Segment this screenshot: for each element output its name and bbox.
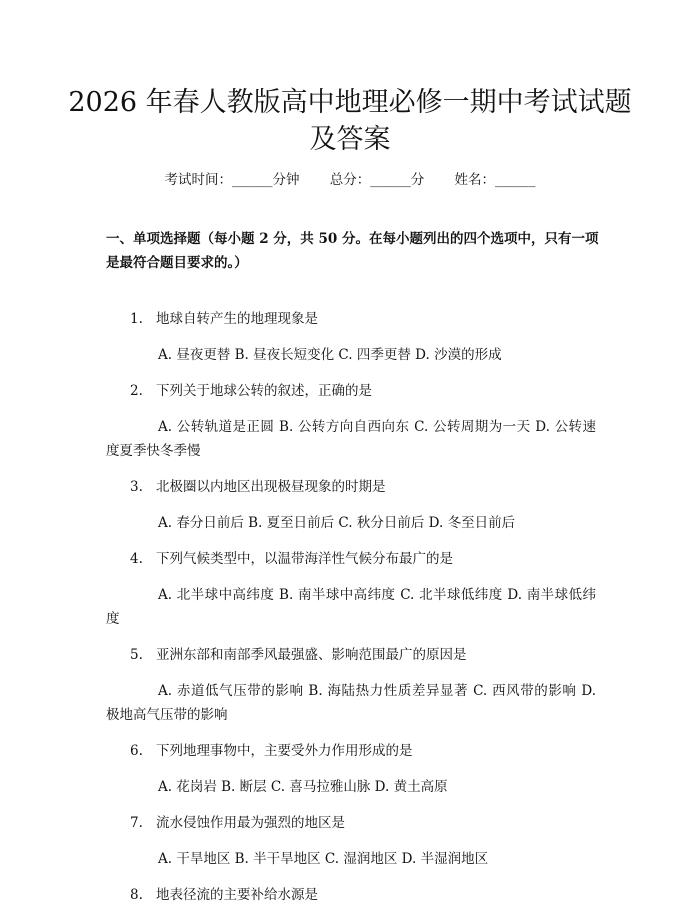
question-number: 1.	[130, 311, 143, 327]
question-options: A. 北半球中高纬度 B. 南半球中高纬度 C. 北半球低纬度 D. 南半球低纬度	[106, 587, 596, 627]
exam-name: 姓名：______	[454, 172, 536, 188]
question-number: 7.	[130, 815, 143, 831]
question-stem: 亚洲东部和南部季风最强盛、影响范围最广的原因是	[156, 647, 467, 663]
question-8	[106, 883, 596, 907]
question-stem: 流水侵蚀作用最为强烈的地区是	[156, 815, 345, 831]
question-3	[106, 475, 596, 499]
question-6	[106, 739, 596, 763]
question-number: 2.	[130, 383, 143, 399]
question-stem: 北极圈以内地区出现极昼现象的时期是	[156, 479, 386, 495]
section-heading: 一、单项选择题（每小题 2 分，共 50 分。在每小题列出的四个选项中，只有一项是最符合题目要求的。）	[106, 231, 599, 271]
question-stem: 下列关于地球公转的叙述，正确的是	[156, 383, 372, 399]
question-stem: 地表径流的主要补给水源是	[156, 887, 318, 903]
question-2	[106, 379, 596, 403]
question-number: 5.	[130, 647, 143, 663]
question-number: 4.	[130, 551, 143, 567]
exam-time: 考试时间：______分钟	[164, 172, 300, 188]
question-stem: 地球自转产生的地理现象是	[156, 311, 318, 327]
question-options: A. 公转轨道是正圆 B. 公转方向自西向东 C. 公转周期为一天 D. 公转速度夏季快冬季慢	[106, 419, 596, 459]
question-4	[106, 547, 596, 571]
question-number: 8.	[130, 887, 143, 903]
question-5	[106, 643, 596, 667]
question-number: 6.	[130, 743, 143, 759]
question-1	[106, 307, 596, 331]
question-options: A. 花岗岩 B. 断层 C. 喜马拉雅山脉 D. 黄土高原	[158, 779, 448, 795]
exam-total-score: 总分：______分	[329, 172, 425, 188]
question-options: A. 赤道低气压带的影响 B. 海陆热力性质差异显著 C. 西风带的影响 D. 极地高气压带的影响	[106, 683, 596, 723]
exam-meta	[0, 168, 700, 188]
question-options: A. 昼夜更替 B. 昼夜长短变化 C. 四季更替 D. 沙漠的形成	[158, 347, 502, 363]
question-number: 3.	[130, 479, 143, 495]
question-options: A. 春分日前后 B. 夏至日前后 C. 秋分日前后 D. 冬至日前后	[158, 515, 516, 531]
question-7	[106, 811, 596, 835]
page-title: 2026 年春人教版高中地理必修一期中考试试题及答案	[68, 87, 632, 155]
question-stem: 下列气候类型中，以温带海洋性气候分布最广的是	[156, 551, 453, 567]
question-options: A. 干旱地区 B. 半干旱地区 C. 湿润地区 D. 半湿润地区	[158, 851, 489, 867]
question-stem: 下列地理事物中，主要受外力作用形成的是	[156, 743, 413, 759]
